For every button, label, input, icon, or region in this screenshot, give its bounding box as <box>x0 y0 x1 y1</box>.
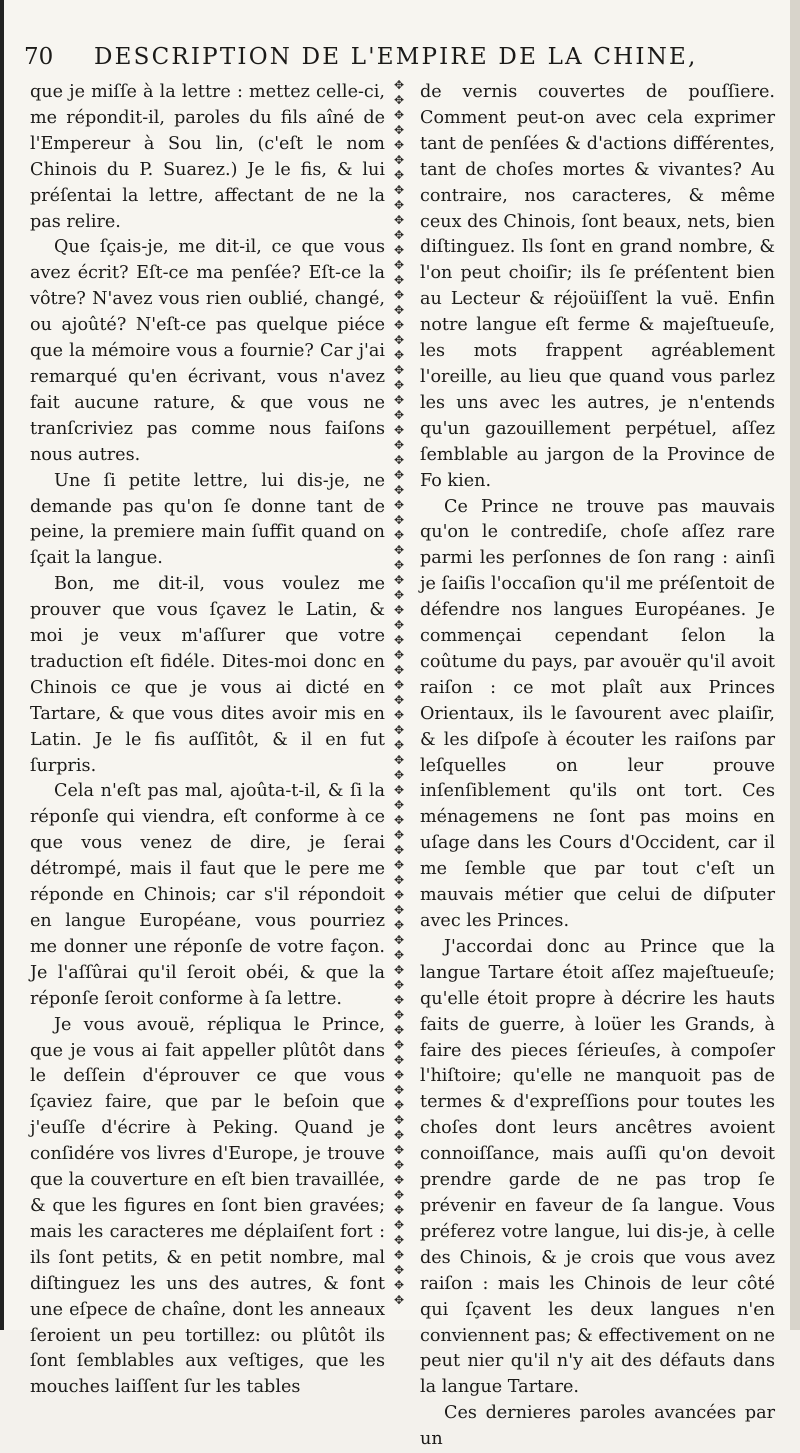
divider-ornament-icon: ✥ <box>393 138 405 152</box>
paragraph: Ce Prince ne trouve pas mauvais qu'on le contrediſe, choſe aſſez rare parmi les perſonnes de ſon rang : ainſi je ſaiſis l'occaſion qu'il me préſentoit de défendre nos langues Européanes. Je commençai cependant ſelon la coûtume du pays, par avouër qu'il avoit raiſon : ce mot plaît aux Princes Orientaux, ils le ſavourent avec plaiſir, & les diſpoſe à écouter les raiſons par leſquelles on leur prouve inſenſiblement qu'ils ont tort. Ces ménagemens ne ſont pas moins en uſage dans les Cours d'Occident, car il me ſemble que par tout c'eſt un mauvais métier que celui de diſputer avec les Princes. <box>420 496 775 931</box>
divider-ornament-icon: ✥ <box>393 1218 405 1232</box>
divider-ornament-icon: ✥ <box>393 618 405 632</box>
divider-ornament-icon: ✥ <box>393 1278 405 1292</box>
divider-ornament-icon: ✥ <box>393 1113 405 1127</box>
divider-ornament-icon: ✥ <box>393 288 405 302</box>
divider-ornament-icon: ✥ <box>393 588 405 602</box>
paragraph: Cela n'eſt pas mal, ajoûta-t-il, & ſi la réponſe qui viendra, eſt conforme à ce que vous venez de dire, je ſerai détrompé, mais il faut que le pere me réponde en Chinois; car s'il répondoit en langue Européane, vous pourriez me donner une réponſe de votre façon. Je l'aſſûrai qu'il ſeroit obéi, & que la réponſe ſeroit conforme à ſa lettre. <box>30 781 385 1009</box>
divider-ornament-icon: ✥ <box>393 1053 405 1067</box>
divider-ornament-icon: ✥ <box>393 723 405 737</box>
divider-ornament-icon: ✥ <box>393 243 405 257</box>
divider-ornament-icon: ✥ <box>393 858 405 872</box>
divider-ornament-icon: ✥ <box>393 828 405 842</box>
divider-ornament-icon: ✥ <box>393 348 405 362</box>
divider-ornament-icon: ✥ <box>393 108 405 122</box>
divider-ornament-icon: ✥ <box>393 1083 405 1097</box>
divider-ornament-icon: ✥ <box>393 363 405 377</box>
divider-ornament-icon: ✥ <box>393 783 405 797</box>
divider-ornament-icon: ✥ <box>393 798 405 812</box>
divider-ornament-icon: ✥ <box>393 258 405 272</box>
ornamental-column-divider <box>392 78 406 1308</box>
divider-ornament-icon: ✥ <box>393 123 405 137</box>
divider-ornament-icon: ✥ <box>393 378 405 392</box>
running-title: DESCRIPTION DE L'EMPIRE DE LA CHINE, <box>94 44 698 70</box>
divider-ornament-icon: ✥ <box>393 483 405 497</box>
divider-ornament-icon: ✥ <box>393 1143 405 1157</box>
divider-ornament-icon: ✥ <box>393 1008 405 1022</box>
right-page-edge <box>790 0 800 1330</box>
divider-ornament-icon: ✥ <box>393 1158 405 1172</box>
divider-ornament-icon: ✥ <box>393 543 405 557</box>
paragraph: Je vous avouë, répliqua le Prince, que je vous ai fait appeller plûtôt dans le deſſein d'éprouver ce que vous ſçaviez faire, que par le beſoin que j'euſſe d'écrire à Peking. Quand je conſidére vos livres d'Europe, je trouve que la couverture en eſt bien travaillée, & que les figures en ſont bien gravées; mais les caracteres me déplaiſent fort : ils ſont petits, & en petit nombre, mal diſtinguez les uns des autres, & font une eſpece de chaîne, dont les anneaux ſeroient un peu tortillez: ou plûtôt ils ſont ſemblables aux veſtiges, que les mouches laiſſent ſur les tables <box>30 1014 385 1398</box>
divider-ornament-icon: ✥ <box>393 408 405 422</box>
divider-ornament-icon: ✥ <box>393 498 405 512</box>
divider-ornament-icon: ✥ <box>393 648 405 662</box>
page-number: 70 <box>24 44 54 70</box>
divider-ornament-icon: ✥ <box>393 993 405 1007</box>
divider-ornament-icon: ✥ <box>393 603 405 617</box>
divider-ornament-icon: ✥ <box>393 933 405 947</box>
divider-ornament-icon: ✥ <box>393 453 405 467</box>
divider-ornament-icon: ✥ <box>393 198 405 212</box>
divider-ornament-icon: ✥ <box>393 1038 405 1052</box>
divider-ornament-icon: ✥ <box>393 663 405 677</box>
divider-ornament-icon: ✥ <box>393 468 405 482</box>
divider-ornament-icon: ✥ <box>393 1203 405 1217</box>
divider-ornament-icon: ✥ <box>393 843 405 857</box>
page-header <box>24 44 784 78</box>
divider-ornament-icon: ✥ <box>393 1248 405 1262</box>
paragraph: Bon, me dit-il, vous voulez me prouver que vous ſçavez le Latin, & moi je veux m'aſſurer que votre traduction eſt fidéle. Dites-moi donc en Chinois ce que je vous ai dicté en Tartare, & que vous dites avoir mis en Latin. Je le fis auſſitôt, & il en fut ſurpris. <box>30 574 385 776</box>
divider-ornament-icon: ✥ <box>393 1098 405 1112</box>
divider-ornament-icon: ✥ <box>393 948 405 962</box>
divider-ornament-icon: ✥ <box>393 228 405 242</box>
divider-ornament-icon: ✥ <box>393 1128 405 1142</box>
divider-ornament-icon: ✥ <box>393 633 405 647</box>
divider-ornament-icon: ✥ <box>393 1068 405 1082</box>
divider-ornament-icon: ✥ <box>393 1263 405 1277</box>
divider-ornament-icon: ✥ <box>393 558 405 572</box>
divider-ornament-icon: ✥ <box>393 708 405 722</box>
divider-ornament-icon: ✥ <box>393 273 405 287</box>
divider-ornament-icon: ✥ <box>393 693 405 707</box>
divider-ornament-icon: ✥ <box>393 678 405 692</box>
paragraph: que je miſſe à la lettre : mettez celle-ci, me répondit-il, paroles du fils aîné de l'Empereur à Sou lin, (c'eſt le nom Chinois du P. Suarez.) Je le fis, & lui préſentai la lettre, affectant de ne la pas relire. <box>30 82 385 232</box>
paragraph: Que ſçais-je, me dit-il, ce que vous avez écrit? Eſt-ce ma penſée? Eſt-ce la vôtre? N'avez vous rien oublié, changé, ou ajoûté? N'eſt-ce pas quelque piéce que la mémoire vous a fournie? Car j'ai remarqué qu'en écrivant, vous n'avez fait aucune rature, & que vous ne tranſcriviez pas comme nous faiſons nous autres. <box>30 237 385 465</box>
divider-ornament-icon: ✥ <box>393 318 405 332</box>
divider-ornament-icon: ✥ <box>393 918 405 932</box>
divider-ornament-icon: ✥ <box>393 513 405 527</box>
divider-ornament-icon: ✥ <box>393 1173 405 1187</box>
divider-ornament-icon: ✥ <box>393 978 405 992</box>
left-column <box>30 80 385 1401</box>
divider-ornament-icon: ✥ <box>393 153 405 167</box>
divider-ornament-icon: ✥ <box>393 573 405 587</box>
divider-ornament-icon: ✥ <box>393 1233 405 1247</box>
divider-ornament-icon: ✥ <box>393 1293 405 1307</box>
divider-ornament-icon: ✥ <box>393 1023 405 1037</box>
divider-ornament-icon: ✥ <box>393 78 405 92</box>
divider-ornament-icon: ✥ <box>393 423 405 437</box>
divider-ornament-icon: ✥ <box>393 873 405 887</box>
divider-ornament-icon: ✥ <box>393 303 405 317</box>
divider-ornament-icon: ✥ <box>393 213 405 227</box>
divider-ornament-icon: ✥ <box>393 438 405 452</box>
divider-ornament-icon: ✥ <box>393 1188 405 1202</box>
right-column <box>420 80 775 1453</box>
divider-ornament-icon: ✥ <box>393 168 405 182</box>
divider-ornament-icon: ✥ <box>393 393 405 407</box>
left-page-edge <box>0 0 4 1330</box>
divider-ornament-icon: ✥ <box>393 93 405 107</box>
divider-ornament-icon: ✥ <box>393 753 405 767</box>
divider-ornament-icon: ✥ <box>393 768 405 782</box>
divider-ornament-icon: ✥ <box>393 888 405 902</box>
paragraph: J'accordai donc au Prince que la langue Tartare étoit aſſez majeſtueuſe; qu'elle étoit propre à décrire les hauts faits de guerre, à loüer les Grands, à faire des pieces ſérieuſes, à compoſer l'hiſtoire; qu'elle ne manquoit pas de termes & d'expreſſions pour toutes les choſes dont leurs ancêtres avoient connoiſſance, mais auſſi qu'on devoit prendre garde de ne pas trop ſe prévenir en faveur de ſa langue. Vous préferez votre langue, lui dis-je, à celle des Chinois, & je crois que vous avez raiſon : mais les Chinois de leur côté qui ſçavent les deux langues n'en conviennent pas; & effectivement on ne peut nier qu'il n'y ait des défauts dans la langue Tartare. <box>420 936 775 1398</box>
divider-ornament-icon: ✥ <box>393 963 405 977</box>
paragraph: de vernis couvertes de pouſſiere. Comment peut-on avec cela exprimer tant de penſées & d'actions différentes, tant de choſes mortes & vivantes? Au contraire, nos caracteres, & même ceux des Chinois, ſont beaux, nets, bien diſtinguez. Ils ſont en grand nombre, & l'on peut choiſir; ils ſe préſentent bien au Lecteur & réjoüiſſent la vuë. Enfin notre langue eſt ferme & majeſtueuſe, les mots frappent agréablement l'oreille, au lieu que quand vous parlez les uns avec les autres, je n'entends qu'un gazouillement perpétuel, aſſez ſemblable au jargon de la Province de Fo kien. <box>420 82 775 491</box>
divider-ornament-icon: ✥ <box>393 813 405 827</box>
divider-ornament-icon: ✥ <box>393 738 405 752</box>
divider-ornament-icon: ✥ <box>393 903 405 917</box>
paragraph: Ces dernieres paroles avancées par un <box>420 1403 775 1450</box>
paragraph: Une ſi petite lettre, lui dis-je, ne demande pas qu'on ſe donne tant de peine, la premiere main ſuffit quand on ſçait la langue. <box>30 470 385 569</box>
divider-ornament-icon: ✥ <box>393 183 405 197</box>
divider-ornament-icon: ✥ <box>393 333 405 347</box>
divider-ornament-icon: ✥ <box>393 528 405 542</box>
